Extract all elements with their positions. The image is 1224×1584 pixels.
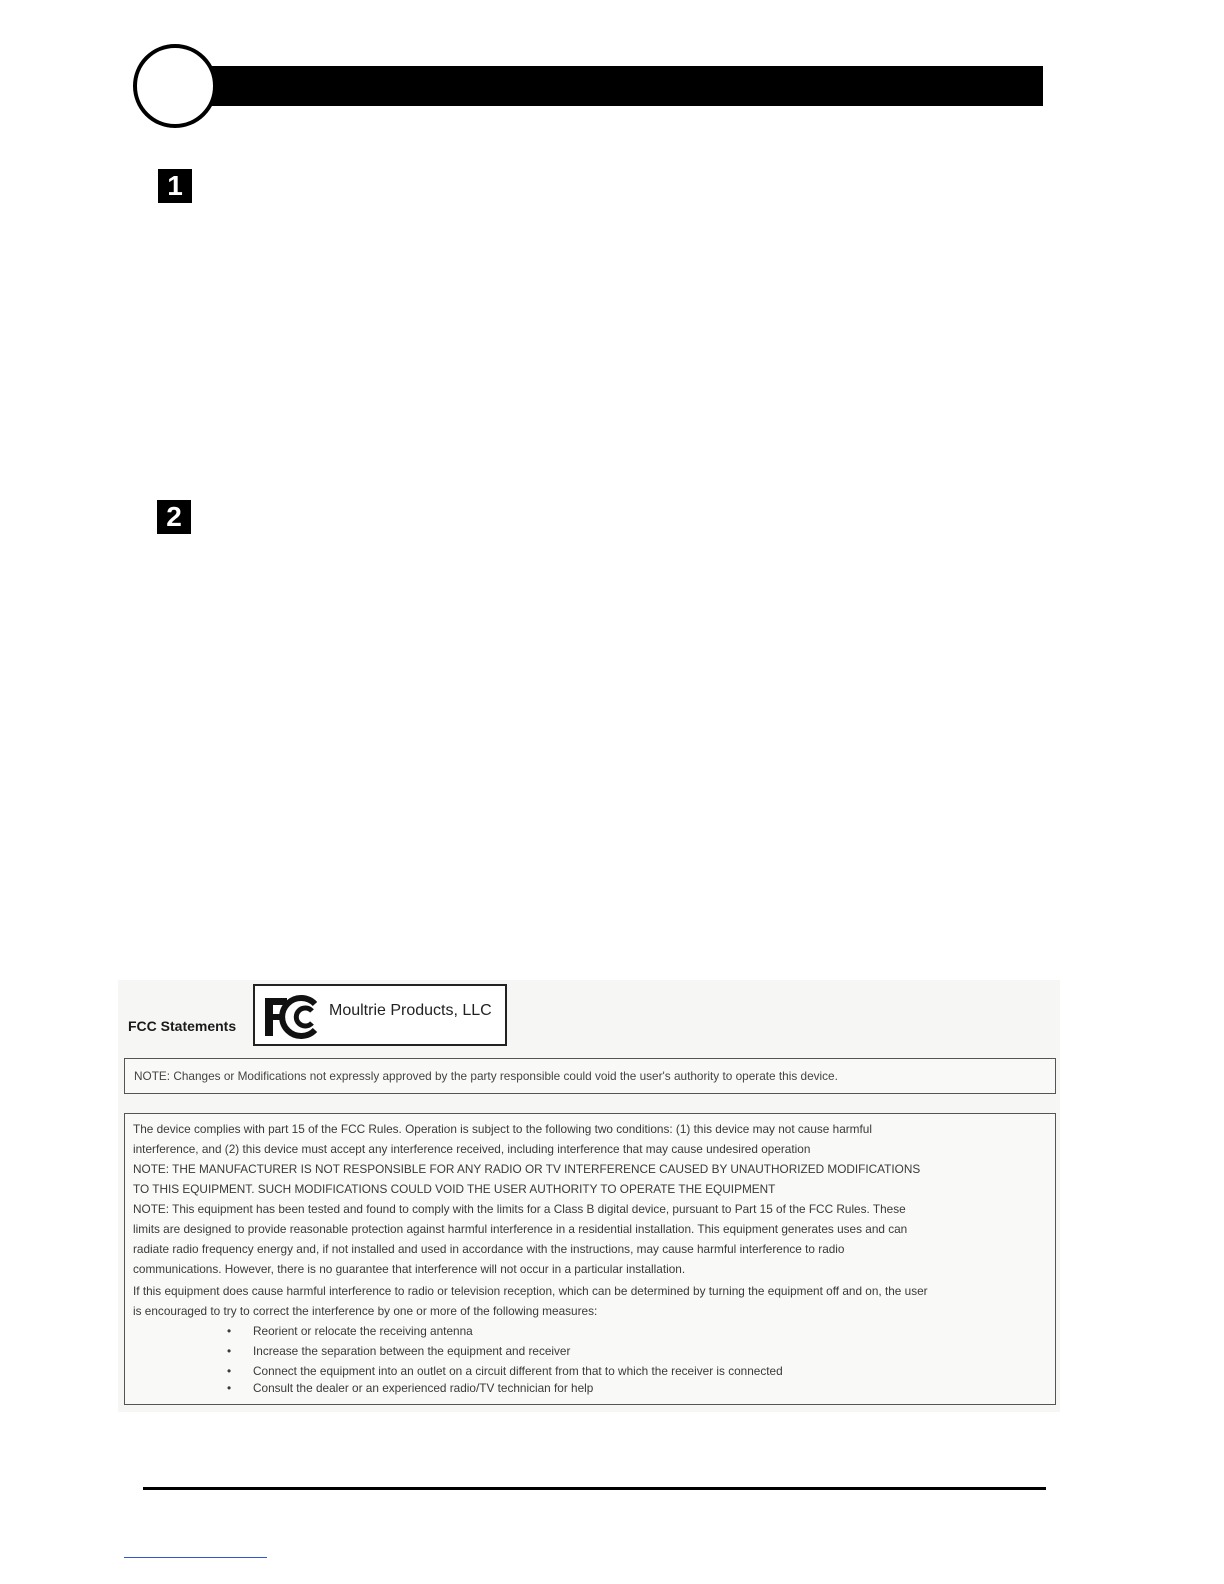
- statement-line: radiate radio frequency energy and, if not installed and used in accordance with the instructions, may cause harmful interference to radio: [133, 1242, 845, 1256]
- company-name: Moultrie Products, LLC: [329, 1002, 492, 1019]
- measure-text: Connect the equipment into an outlet on a circuit different from that to which the receiver is connected: [253, 1364, 783, 1378]
- modification-note-box: [124, 1058, 1056, 1094]
- fcc-statements-label: FCC Statements: [128, 1018, 237, 1034]
- footer-rule: [143, 1487, 1046, 1490]
- measure-list-item: [227, 1364, 783, 1378]
- statement-line: limits are designed to provide reasonable protection against harmful interference in a residential installation. This equipment generates uses and can: [133, 1222, 908, 1236]
- step-1-badge: 1: [158, 169, 192, 203]
- bullet: •: [227, 1324, 232, 1338]
- section-header-bar: [170, 66, 1043, 106]
- modification-note: NOTE: Changes or Modifications not expressly approved by the party responsible could void the user's authority to operate this device.: [134, 1069, 838, 1083]
- bullet: •: [227, 1364, 232, 1378]
- fcc-statement-box: [124, 1113, 1056, 1405]
- statement-line: interference, and (2) this device must accept any interference received, including interference that may cause undesired operation: [133, 1142, 811, 1156]
- statement-line: NOTE: This equipment has been tested and found to comply with the limits for a Class B digital device, pursuant to Part 15 of the FCC Rules. These: [133, 1202, 906, 1216]
- measure-text: Increase the separation between the equipment and receiver: [253, 1344, 571, 1358]
- fcc-statements-section: [118, 980, 1060, 1412]
- bullet: •: [227, 1381, 232, 1395]
- bullet: •: [227, 1344, 232, 1358]
- footer-link-underline[interactable]: [124, 1557, 267, 1558]
- measure-list-item: [227, 1324, 473, 1338]
- statement-line: The device complies with part 15 of the FCC Rules. Operation is subject to the following two conditions: (1) this device may not cause harmful: [133, 1122, 872, 1136]
- statement-line: If this equipment does cause harmful interference to radio or television reception, which can be determined by turning the equipment off and on, the user: [133, 1284, 928, 1298]
- measure-text: Consult the dealer or an experienced radio/TV technician for help: [253, 1381, 594, 1395]
- statement-line: TO THIS EQUIPMENT. SUCH MODIFICATIONS COULD VOID THE USER AUTHORITY TO OPERATE THE EQUIPMENT: [133, 1182, 776, 1196]
- statement-line: is encouraged to try to correct the interference by one or more of the following measures:: [133, 1304, 598, 1318]
- section-number-circle: [133, 44, 217, 128]
- step-2-badge: 2: [157, 500, 191, 534]
- fcc-logo-box: [253, 984, 507, 1046]
- fcc-logo-icon: [263, 994, 321, 1040]
- measure-list-item: [227, 1344, 570, 1358]
- statement-line: communications. However, there is no guarantee that interference will not occur in a particular installation.: [133, 1262, 686, 1276]
- measure-list-item: [227, 1381, 593, 1395]
- statement-line: NOTE: THE MANUFACTURER IS NOT RESPONSIBLE FOR ANY RADIO OR TV INTERFERENCE CAUSED BY UNAUTHORIZED MODIFICATIONS: [133, 1162, 921, 1176]
- measure-text: Reorient or relocate the receiving antenna: [253, 1324, 473, 1338]
